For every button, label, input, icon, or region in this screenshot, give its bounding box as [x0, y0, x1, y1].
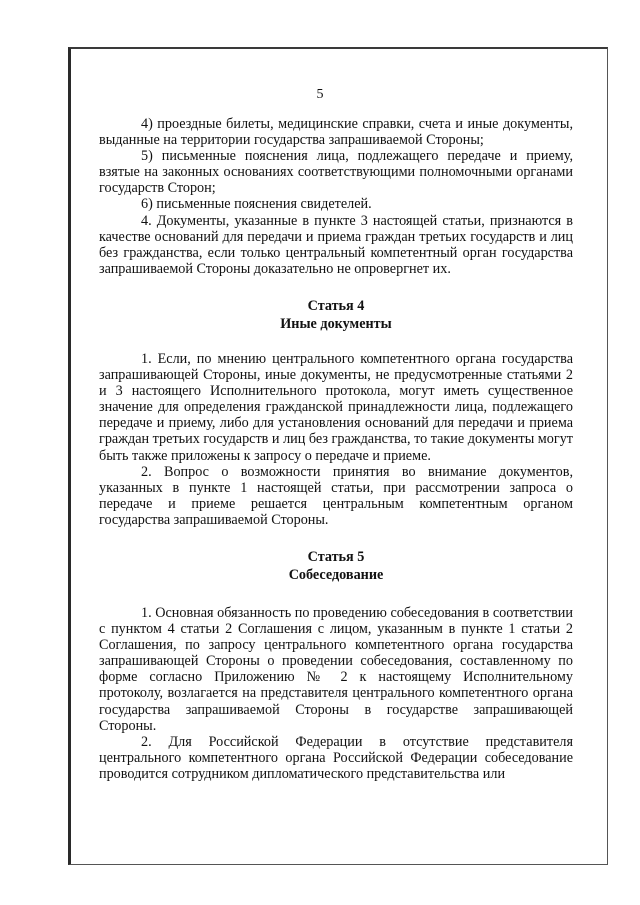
document-body: [99, 116, 573, 782]
paragraph: 4) проездные билеты, медицинские справки, счета и иные документы, выданные на территории государства запрашиваемой Стороны;: [99, 116, 573, 149]
paragraph: 1. Если, по мнению центрального компетентного органа государства запрашивающей Стороны, иные документы, не предусмотренные статьями 2 и 3 настоящего Исполнительного протокола, могут иметь существенное значение для определения гражданской принадлежности лица, подлежащего передаче и приему, либо для установления оснований для передачи и приема граждан третьих государств и лиц без гражданства, то такие документы могут быть также приложены к запросу о передаче и приеме.: [99, 350, 573, 464]
page-number: 5: [316, 87, 324, 102]
paragraph: 2. Для Российской Федерации в отсутствие представителя центрального компетентного органа Российской Федерации собеседование проводится сотрудником дипломатического представительства или: [99, 733, 573, 782]
article-title: Собеседование: [288, 566, 384, 583]
article-number: Статья 5: [307, 548, 365, 565]
paragraph: 2. Вопрос о возможности принятия во внимание документов, указанных в пункте 1 настоящей статьи, при рассмотрении запроса о передаче и приеме решается центральным компетентным органом государства запрашиваемой Стороны.: [99, 463, 573, 528]
paragraph: 6) письменные пояснения свидетелей.: [141, 196, 372, 213]
article-title: Иные документы: [280, 315, 392, 332]
paragraph: 4. Документы, указанные в пункте 3 настоящей статьи, признаются в качестве оснований для передачи и приема граждан третьих государств и лиц без гражданства, если только центральный компетентный орган государства запрашиваемой Стороны доказательно не опровергнет их.: [99, 212, 573, 277]
paragraph: 5) письменные пояснения лица, подлежащего передаче и приему, взятые на законных основаниях соответствующими полномочными органами государств Сторон;: [99, 148, 573, 197]
article-4-heading: [99, 297, 573, 333]
article-number: Статья 4: [307, 297, 365, 314]
paragraph: 1. Основная обязанность по проведению собеседования в соответствии с пунктом 4 статьи 2 Соглашения с лицом, указанным в пункте 1 статьи 2 Соглашения, по запросу центрального компетентного органа государства запрашивающей Стороны о проведении собеседования, составленному по форме согласно Приложению № 2 к настоящему Исполнительному протоколу, возлагается на представителя центрального компетентного органа государства запрашиваемой Стороны в государстве запрашивающей Стороны.: [99, 604, 573, 734]
article-5-heading: [99, 548, 573, 584]
